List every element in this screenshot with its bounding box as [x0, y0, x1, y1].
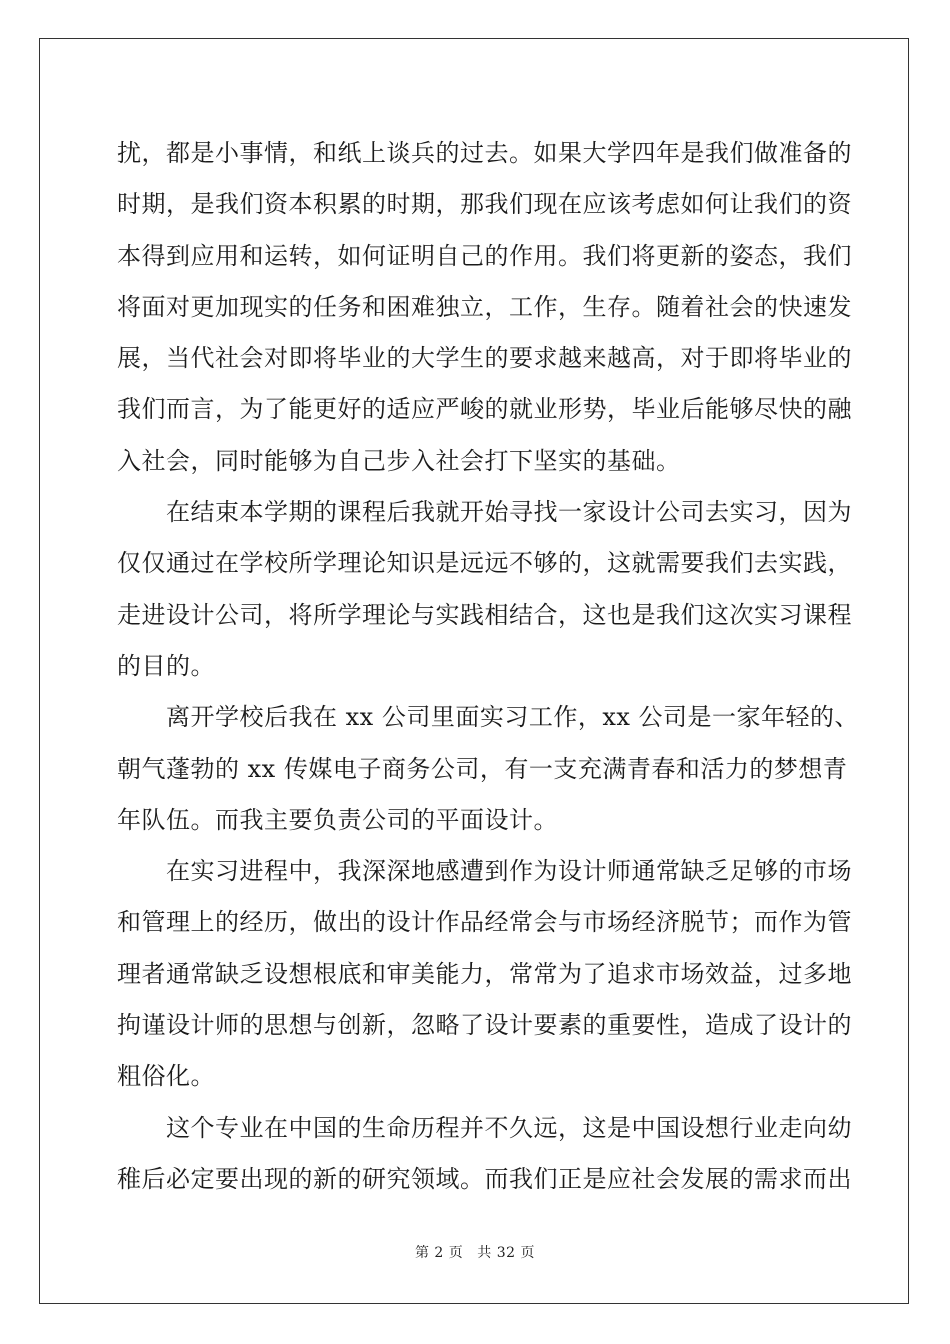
text-line: 走进设计公司，将所学理论与实践相结合，这也是我们这次实习课程	[117, 600, 852, 629]
page-footer	[0, 1242, 950, 1262]
text-line: 年队伍。而我主要负责公司的平面设计。	[117, 805, 558, 834]
text-line: 扰，都是小事情，和纸上谈兵的过去。如果大学四年是我们做准备的	[117, 139, 852, 167]
paragraph	[117, 692, 860, 846]
page-total: 共 32 页	[477, 1245, 536, 1261]
document-body	[117, 128, 860, 1205]
paragraph	[117, 1103, 852, 1206]
text-line: 的目的。	[117, 651, 215, 680]
paragraph	[117, 846, 852, 1102]
text-line: 仅仅通过在学校所学理论知识是远远不够的，这就需要我们去实践，	[117, 549, 852, 578]
paragraph	[117, 128, 852, 487]
page-number: 第 2 页	[414, 1245, 464, 1261]
text-line: 和管理上的经历，做出的设计作品经常会与市场经济脱节；而作为管	[117, 908, 852, 937]
text-line: 粗俗化。	[117, 1062, 215, 1091]
paragraph	[117, 487, 852, 692]
text-line: 本得到应用和运转，如何证明自己的作用。我们将更新的姿态，我们	[117, 241, 852, 270]
text-line: 我们而言，为了能更好的适应严峻的就业形势，毕业后能够尽快的融	[117, 395, 852, 424]
text-line: 时期，是我们资本积累的时期，那我们现在应该考虑如何让我们的资	[117, 190, 852, 219]
text-line: 理者通常缺乏设想根底和审美能力，常常为了追求市场效益，过多地	[117, 959, 852, 988]
text-line: 在结束本学期的课程后我就开始寻找一家设计公司去实习，因为	[117, 498, 852, 527]
text-line: 这个专业在中国的生命历程并不久远，这是中国设想行业走向幼	[117, 1113, 852, 1142]
text-line: 展，当代社会对即将毕业的大学生的要求越来越高，对于即将毕业的	[117, 344, 852, 373]
text-line: 在实习进程中，我深深地感遭到作为设计师通常缺乏足够的市场	[117, 857, 852, 886]
text-line: 稚后必定要出现的新的研究领域。而我们正是应社会发展的需求而出	[117, 1164, 852, 1193]
text-line: 离开学校后我在 xx 公司里面实习工作，xx 公司是一家年轻的、	[117, 703, 860, 732]
text-line: 将面对更加现实的任务和困难独立，工作，生存。随着社会的快速发	[117, 292, 852, 321]
text-line: 拘谨设计师的思想与创新，忽略了设计要素的重要性，造成了设计的	[117, 1011, 852, 1040]
text-line: 入社会，同时能够为自己步入社会打下坚实的基础。	[117, 446, 681, 475]
text-line: 朝气蓬勃的 xx 传媒电子商务公司，有一支充满青春和活力的梦想青	[117, 754, 848, 783]
